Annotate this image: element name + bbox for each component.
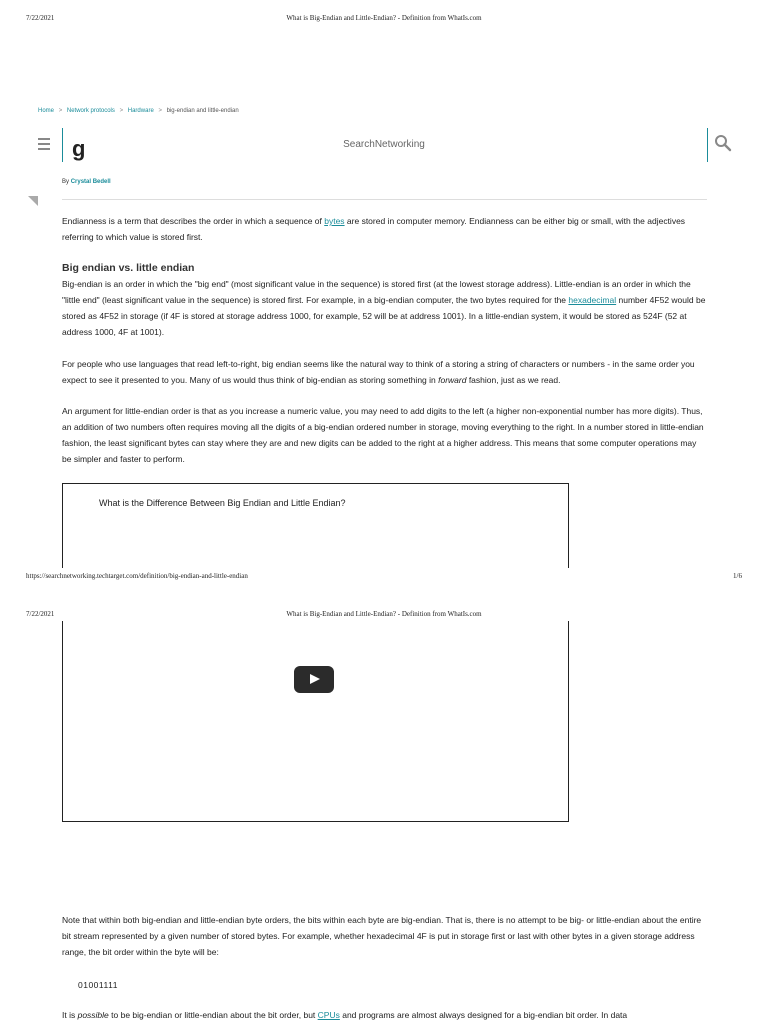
little-endian-argument-paragraph: An argument for little-endian order is that as you increase a numeric value, you may need to add digits to the left (a higher non-exponential number has more digits). Thus, an addition of two numbers often requires moving all the digits of a big-endian ordered number in storage, moving everything to the right. In a number stored in little-endian fashion, the least significant bytes can stay where they are and new digits can be added to the right at a higher address. This means that some computer operations may be simpler and faster to perform.	[62, 406, 704, 464]
big-endian-paragraph: Big-endian is an order in which the "big end" (most significant value in the sequence) is stored first (at the lowest storage address). Little-endian is an order in which the "little end" (least significant value in the sequence) is stored first. For example, in a big-endian computer, the two bytes required for the hexadecimal number 4F52 would be stored as 4F52 in storage (if 4F is stored at storage address 1000, for example, 52 will be at address 1001). In a little-endian system, it would be stored as 524F (52 at address 1000, 4F at 1001).	[62, 279, 706, 337]
bit-order-example: 01001111	[78, 980, 118, 990]
print-footer-url: https://searchnetworking.techtarget.com/definition/big-endian-and-little-endian	[26, 572, 248, 580]
breadcrumb-separator: >	[58, 108, 63, 114]
byline	[62, 179, 111, 185]
video-embed-continued[interactable]	[62, 621, 569, 822]
hexadecimal-link[interactable]: hexadecimal	[568, 295, 617, 305]
breadcrumb	[38, 108, 239, 114]
breadcrumb-network-protocols[interactable]: Network protocols	[66, 108, 115, 114]
reading-order-paragraph: For people who use languages that read left-to-right, big endian seems like the natural way to think of a storing a string of characters or numbers - in the same order you expect to see it presented to you. Many of us would thus think of big-endian as storing something in forward fashion, just as we read.	[62, 359, 695, 385]
bytes-link[interactable]: bytes	[324, 216, 345, 226]
print-date: 7/22/2021	[26, 14, 55, 22]
byline-prefix: By	[62, 179, 70, 185]
play-button-icon[interactable]	[294, 666, 334, 693]
breadcrumb-hardware[interactable]: Hardware	[127, 108, 154, 114]
breadcrumb-separator: >	[158, 108, 162, 114]
breadcrumb-current: big-endian and little-endian	[166, 108, 239, 114]
byline-divider	[62, 199, 707, 200]
search-icon[interactable]	[714, 134, 732, 157]
corner-triangle-icon	[28, 196, 38, 206]
navbar-divider-right	[707, 128, 708, 162]
bit-order-paragraph: Note that within both big-endian and little-endian byte orders, the bits within each byte are big-endian. That is, there is no attempt to be big- or little-endian about the entire bit stream represented by a given number of stored bytes. For example, whether hexadecimal 4F is put in storage first or last with other bytes in a given storage address range, the bit order within the byte will be:	[62, 915, 702, 957]
breadcrumb-home[interactable]: Home	[38, 108, 55, 114]
author-link[interactable]: Crystal Bedell	[70, 179, 111, 185]
site-name[interactable]: SearchNetworking	[343, 139, 425, 150]
breadcrumb-separator: >	[119, 108, 124, 114]
print-doc-title: What is Big-Endian and Little-Endian? - Definition from WhatIs.com	[286, 14, 482, 22]
print-date-page2: 7/22/2021	[26, 610, 55, 618]
section-heading: Big endian vs. little endian	[62, 262, 195, 274]
article-title-fragment: g	[72, 136, 86, 161]
video-embed[interactable]	[62, 483, 569, 568]
cpus-link[interactable]: CPUs	[317, 1010, 340, 1020]
print-page-number: 1/6	[733, 572, 742, 580]
intro-paragraph: Endianness is a term that describes the order in which a sequence of bytes are stored in computer memory. Endianness can be either big or small, with the adjectives referring to which value is stored first.	[62, 216, 686, 242]
cpu-bit-order-paragraph: It is possible to be big-endian or little-endian about the bit order, but CPUs and programs are almost always designed for a big-endian bit order. In data	[62, 1010, 628, 1020]
video-title: What is the Difference Between Big Endian and Little Endian?	[99, 498, 346, 508]
print-doc-title-page2: What is Big-Endian and Little-Endian? - Definition from WhatIs.com	[286, 610, 482, 618]
